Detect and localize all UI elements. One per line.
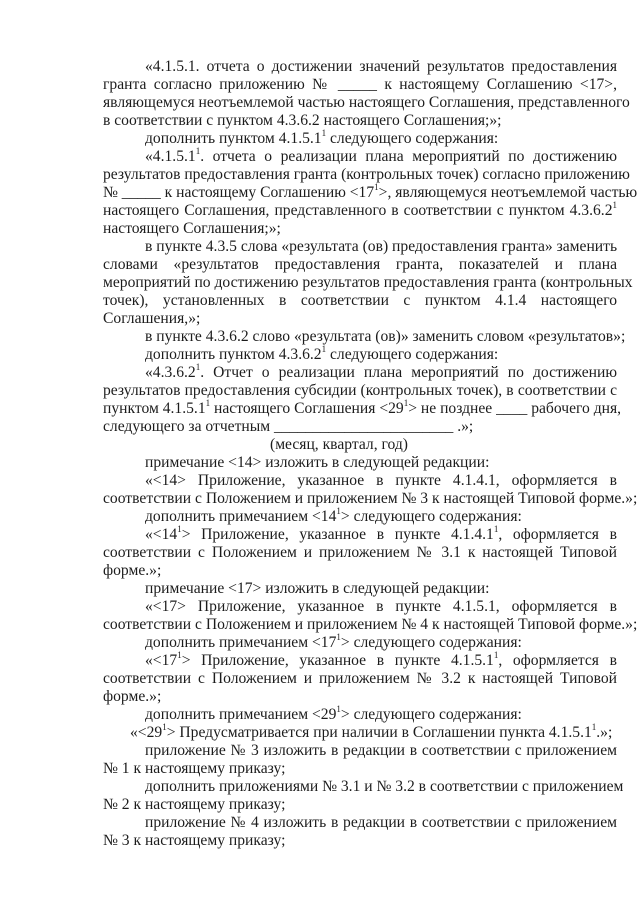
text-line: № _____ к настоящему Соглашению $<17^1>$, являющемуся неотъемлемой частью [103,181,638,201]
text-line: в пункте 4.3.5 слова «результата (ов) предоставления гранта» заменить [145,238,618,255]
text-line: (месяц, квартал, год) [270,436,408,453]
text-line: № 2 к настоящему приказу; [103,796,286,813]
text-line: «4.3.6.2$^1$. Отчет о реализации плана мероприятий по достижению [145,361,617,381]
text-line: дополнить примечанием $<29^1>$ следующего содержания: [145,703,522,723]
text-line: настоящего Соглашения;»; [103,220,281,237]
text-line: примечание <17> изложить в следующей редакции: [145,580,490,597]
text-line: форме.»; [103,562,162,579]
text-line: «<17> Приложение, указанное в пункте 4.1.5.1, оформляется в [145,598,617,615]
text-line: дополнить примечанием $<14^1>$ следующего содержания: [145,505,522,525]
text-line: Соглашения,»; [103,310,201,327]
text-line: № 1 к настоящему приказу; [103,760,286,777]
text-line: точек), установленных в соответствии с пунктом 4.1.4 настоящего [103,292,617,309]
text-line: «4.1.5.1$^1$. отчета о реализации плана мероприятий по достижению [145,145,617,165]
text-line: «$<17^1>$ Приложение, указанное в пункте 4.1.5.1$^1$, оформляется в [145,649,617,669]
text-line: в соответствии с пунктом 4.3.6.2 настоящего Соглашения;»; [103,112,502,129]
text-line: мероприятий по достижению результатов предоставления гранта (контрольных [103,274,633,291]
text-line: «4.1.5.1. отчета о достижении значений результатов предоставления [145,58,617,75]
text-line: дополнить приложениями № 3.1 и № 3.2 в соответствии с приложением [145,778,624,795]
text-line: дополнить примечанием $<17^1>$ следующего содержания: [145,631,522,651]
text-line: результатов предоставления субсидии (контрольных точек), в соответствии с [103,382,617,399]
text-line: «<14> Приложение, указанное в пункте 4.1.4.1, оформляется в [145,472,617,489]
text-line: настоящего Соглашения, представленного в соответствии с пунктом 4.3.6.2$^1$ [103,199,617,219]
text-line: следующего за отчетным _______________________ .»; [103,418,474,435]
text-line: примечание <14> изложить в следующей редакции: [145,454,490,471]
text-line: являющемуся неотъемлемой частью настоящего Соглашения, представленного [103,94,630,111]
text-line: соответствии с Положением и приложением № 3.2 к настоящей Типовой [103,670,617,687]
text-line: соответствии с Положением и приложением № 3.1 к настоящей Типовой [103,544,617,561]
text-line: пунктом 4.1.5.1$^1$ настоящего Соглашения $<29^1>$ не позднее ____ рабочего дня, [103,397,622,417]
text-line: словами «результатов предоставления гранта, показателей и плана [103,256,617,273]
text-line: «$<29^1>$ Предусматривается при наличии в Соглашении пункта 4.1.5.1$^1$.»; [130,721,613,741]
text-line: в пункте 4.3.6.2 слово «результата (ов)» заменить словом «результатов»; [145,328,626,345]
text-line: соответствии с Положением и приложением № 4 к настоящей Типовой форме.»; [103,616,638,633]
text-line: дополнить пунктом 4.3.6.2$^1$ следующего содержания: [145,343,499,363]
text-line: гранта согласно приложению № _____ к настоящему Соглашению <17>, [103,76,617,93]
text-line: «$<14^1>$ Приложение, указанное в пункте 4.1.4.1$^1$, оформляется в [145,523,617,543]
text-line: форме.»; [103,688,162,705]
text-line: дополнить пунктом 4.1.5.1$^1$ следующего содержания: [145,127,499,147]
text-line: соответствии с Положением и приложением № 3 к настоящей Типовой форме.»; [103,490,638,507]
text-line: № 3 к настоящему приказу; [103,832,286,849]
text-line: результатов предоставления гранта (контрольных точек) согласно приложению [103,166,630,183]
text-line: приложение № 3 изложить в редакции в соответствии с приложением [145,742,617,759]
text-line: приложение № 4 изложить в редакции в соответствии с приложением [145,814,617,831]
